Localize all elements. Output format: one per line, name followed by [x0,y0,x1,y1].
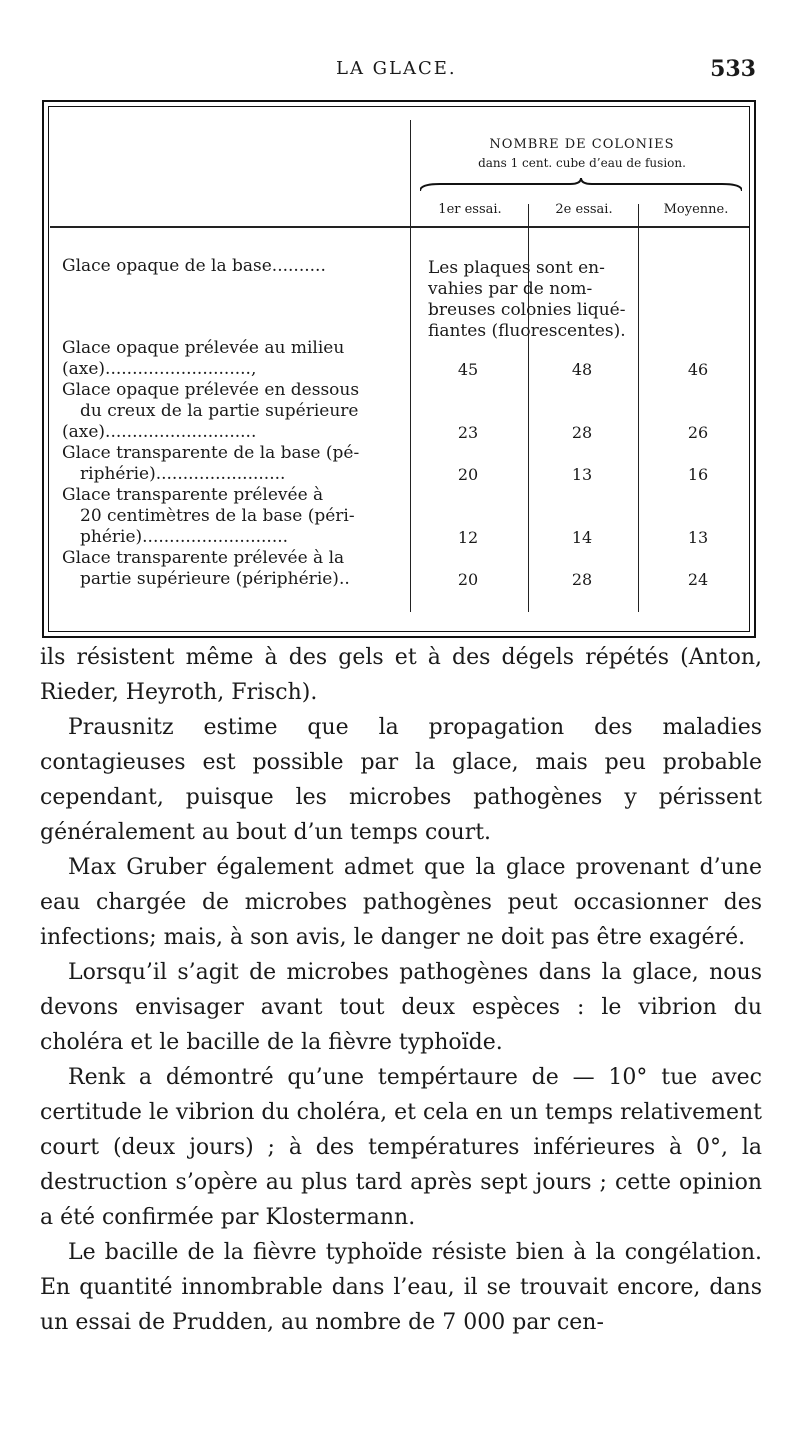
row-label-line: Glace transparente prélevée à la [62,548,345,568]
row-label-line: du creux de la partie supérieure [80,401,359,421]
table-cell: 28 [571,423,593,442]
page-header [40,52,760,88]
group-header [412,136,752,172]
paragraph: Prausnitz estime que la propagation des maladies contagieuses est possible par la glace, mais peu probable cependant, puisque les microbes pathogènes y périssent généralement au bout d’un temps court. [40,715,762,845]
table-cell: 24 [687,570,709,589]
row-label-line: Glace opaque prélevée en dessous [62,380,360,400]
column-header-second-trial: 2e essai. [555,202,613,217]
note-line: Les plaques sont en- [428,258,605,278]
table-cell: 12 [457,528,479,547]
table-row-label [62,338,406,380]
colonies-table [42,100,756,638]
paragraph: Renk a démontré qu’une tempértaure de — 10° tue avec certitude le vibrion du choléra, et cela en un temps relativement court (deux jours) ; à des températures inférieures à 0°, la destruction s’opère au plus tard après sept jours ; cette opinion a été confirmée par Klostermann. [40,1065,762,1230]
table-row-label [62,548,406,590]
paragraph: Le bacille de la fièvre typhoïde résiste bien à la congélation. En quantité innombrable dans l’eau, il se trouvait encore, dans un essai de Prudden, au nombre de 7 000 par cen- [40,1240,762,1335]
table-cell: 48 [571,360,593,379]
note-line: breuses colonies liqué- [428,300,626,320]
running-title: LA GLACE. [336,58,457,79]
table-row-label [62,485,406,548]
row-label-line: Glace transparente de la base (pé- [62,443,360,463]
row-label-line: phérie)........................... [80,527,289,547]
table-cell: 28 [571,570,593,589]
note-line: fiantes (fluorescentes). [428,321,626,341]
row-label-line: Glace opaque prélevée au milieu [62,338,345,358]
table-cell: 13 [687,528,709,547]
paragraph: ils résistent même à des gels et à des dégels répétés (Anton, Rieder, Heyroth, Frisch). [40,645,762,705]
column-divider [410,120,411,612]
row-label-line: riphérie)........................ [80,464,286,484]
table-cell: 14 [571,528,593,547]
paragraph: Max Gruber également admet que la glace provenant d’une eau chargée de microbes pathogènes peut occasionner des infections; mais, à son avis, le danger ne doit pas être exagéré. [40,855,762,950]
row-label-line: 20 centimètres de la base (péri- [80,506,355,526]
header-rule [410,226,750,228]
table-cell: 46 [687,360,709,379]
table-row-label [62,256,406,277]
paragraph: Lorsqu’il s’agit de microbes pathogènes dans la glace, nous devons envisager avant tout deux espèces : le vibrion du choléra et le bacille de la fièvre typhoïde. [40,960,762,1055]
group-header-title: NOMBRE DE COLONIES [489,137,675,152]
table-cell: 20 [457,570,479,589]
table-cell: 20 [457,465,479,484]
group-header-subtitle: dans 1 cent. cube d’eau de fusion. [478,156,686,170]
page-number: 533 [710,56,756,82]
header-rule [50,226,410,228]
row-label-line: Glace opaque de la base.......... [62,256,326,276]
table-row-label [62,443,406,485]
row-label-line: partie supérieure (périphérie).. [80,569,350,589]
row-label-line: Glace transparente prélevée à [62,485,324,505]
table-cell: 45 [457,360,479,379]
table-row-label [62,380,406,443]
table-cell: 26 [687,423,709,442]
table-cell: 23 [457,423,479,442]
row-label-line: (axe)............................ [62,422,257,442]
table-cell: 13 [571,465,593,484]
body-text [40,640,762,1340]
column-header-average: Moyenne. [663,202,729,217]
table-note [428,258,642,342]
table-cell: 16 [687,465,709,484]
column-header-first-trial: 1er essai. [438,202,502,217]
note-line: vahies par de nom- [428,279,593,299]
brace-icon [420,178,742,192]
row-label-line: (axe)..........................., [62,359,257,379]
